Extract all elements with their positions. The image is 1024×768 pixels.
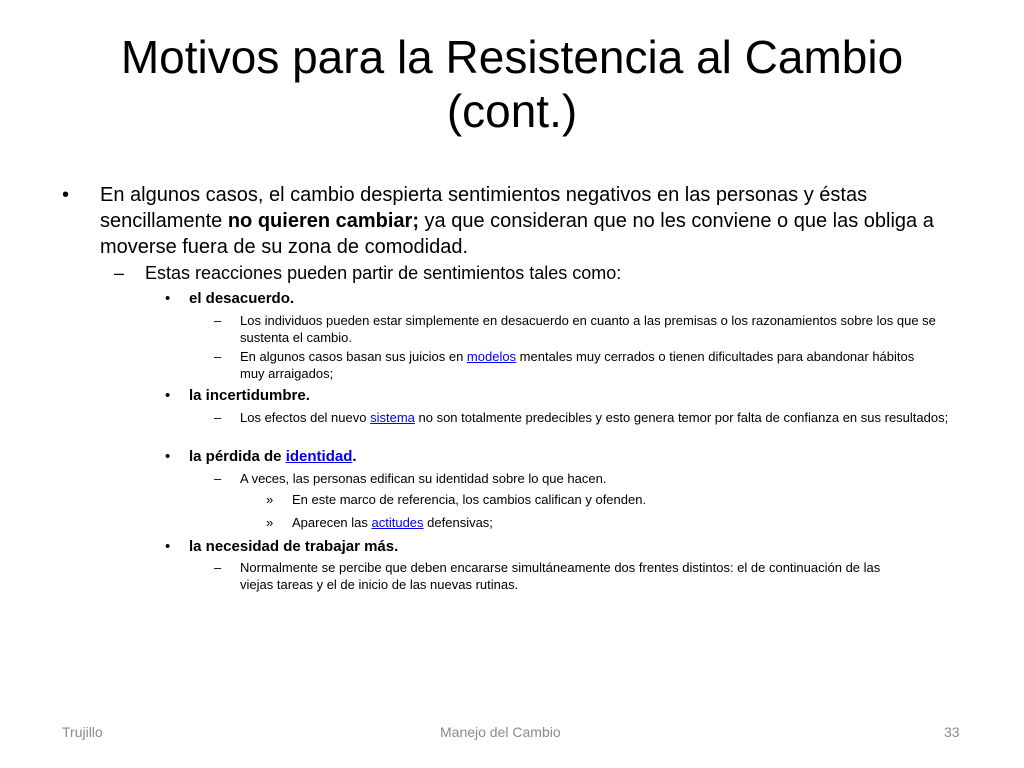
section-desacuerdo-heading: el desacuerdo. bbox=[189, 290, 295, 307]
dash-marker: – bbox=[214, 410, 222, 425]
link-actitudes[interactable]: actitudes bbox=[371, 515, 424, 530]
slide-title bbox=[52, 30, 972, 138]
paragraph-main bbox=[62, 182, 962, 262]
dash-marker: – bbox=[214, 560, 222, 575]
section-incertidumbre bbox=[165, 386, 965, 406]
identidad-item-1 bbox=[214, 470, 974, 488]
identidad-item-1-text: A veces, las personas edifican su identidad sobre lo que hacen. bbox=[240, 471, 607, 486]
slide-title-line-1: Motivos para la Resistencia al Cambio bbox=[120, 31, 904, 83]
identidad-sub-2-part1: Aparecen las bbox=[292, 515, 372, 530]
bullet-marker: • bbox=[165, 290, 171, 307]
paragraph-main-bold: no quieren cambiar; bbox=[227, 210, 419, 232]
section-trabajar-mas-heading: la necesidad de trabajar más. bbox=[189, 538, 399, 555]
dash-marker: – bbox=[114, 263, 125, 283]
dash-marker: – bbox=[214, 471, 222, 486]
incertidumbre-item-1-part1: Los efectos del nuevo bbox=[240, 410, 371, 425]
identidad-sub-2-text bbox=[292, 514, 962, 531]
section-identidad bbox=[165, 447, 965, 467]
link-sistema[interactable]: sistema bbox=[370, 410, 415, 425]
paragraph-main-part1: En algunos casos, el cambio despierta sentimientos negativos en las personas y éstas sencillamente bbox=[100, 184, 868, 232]
identidad-sub-1-text: En este marco de referencia, los cambios califican y ofenden. bbox=[292, 492, 647, 507]
section-incertidumbre-heading: la incertidumbre. bbox=[189, 387, 310, 404]
link-identidad[interactable]: identidad bbox=[285, 448, 353, 465]
identidad-sub-1 bbox=[266, 491, 966, 509]
section-identidad-heading bbox=[189, 447, 949, 467]
sub-paragraph-text: Estas reacciones pueden partir de sentimientos tales como: bbox=[145, 263, 622, 283]
dash-marker: – bbox=[214, 349, 222, 364]
desacuerdo-item-2 bbox=[214, 348, 974, 382]
bullet-marker: • bbox=[165, 448, 171, 465]
link-modelos[interactable]: modelos bbox=[466, 349, 517, 364]
sub-paragraph bbox=[114, 262, 974, 286]
identidad-sub-2-part2: defensivas; bbox=[423, 515, 493, 530]
bullet-marker: • bbox=[62, 184, 70, 206]
paragraph-main-part2: ya que consideran que no les conviene o que las obliga a moverse fuera de su zona de comodidad. bbox=[100, 210, 934, 258]
incertidumbre-item-1-part2: no son totalmente predecibles y esto genera temor por falta de confianza en sus resultados; bbox=[414, 410, 949, 425]
slide-title-line-2: (cont.) bbox=[446, 85, 578, 137]
trabajar-mas-item-1 bbox=[214, 559, 974, 593]
identidad-sub-2 bbox=[266, 514, 966, 532]
desacuerdo-item-2-text bbox=[240, 348, 940, 382]
section-identidad-part1: la pérdida de bbox=[189, 448, 286, 465]
section-identidad-part2: . bbox=[352, 448, 357, 465]
desacuerdo-item-2-part1: En algunos casos basan sus juicios en bbox=[240, 349, 467, 364]
desacuerdo-item-2-part2: mentales muy cerrados o tienen dificultades para abandonar hábitos muy arraigados; bbox=[240, 349, 915, 381]
page-number: 33 bbox=[944, 724, 960, 740]
footer-left: Trujillo bbox=[62, 724, 103, 740]
raquo-marker: » bbox=[266, 515, 274, 530]
section-desacuerdo bbox=[165, 289, 965, 309]
trabajar-mas-item-1-text: Normalmente se percibe que deben encararse simultáneamente dos frentes distintos: el de continuación de las viejas tareas y el de inicio de las nuevas rutinas. bbox=[240, 560, 881, 592]
incertidumbre-item-1 bbox=[214, 409, 974, 443]
paragraph-main-text bbox=[100, 182, 962, 260]
desacuerdo-item-1-text: Los individuos pueden estar simplemente en desacuerdo en cuanto a las premisas o los razonamientos sobre los que se sustenta el cambio. bbox=[240, 313, 936, 345]
desacuerdo-item-1 bbox=[214, 312, 974, 346]
bullet-marker: • bbox=[165, 387, 171, 404]
incertidumbre-item-1-text bbox=[240, 409, 970, 426]
bullet-marker: • bbox=[165, 538, 171, 555]
raquo-marker: » bbox=[266, 492, 274, 507]
dash-marker: – bbox=[214, 313, 222, 328]
footer-center: Manejo del Cambio bbox=[440, 724, 561, 740]
section-trabajar-mas bbox=[165, 537, 965, 557]
